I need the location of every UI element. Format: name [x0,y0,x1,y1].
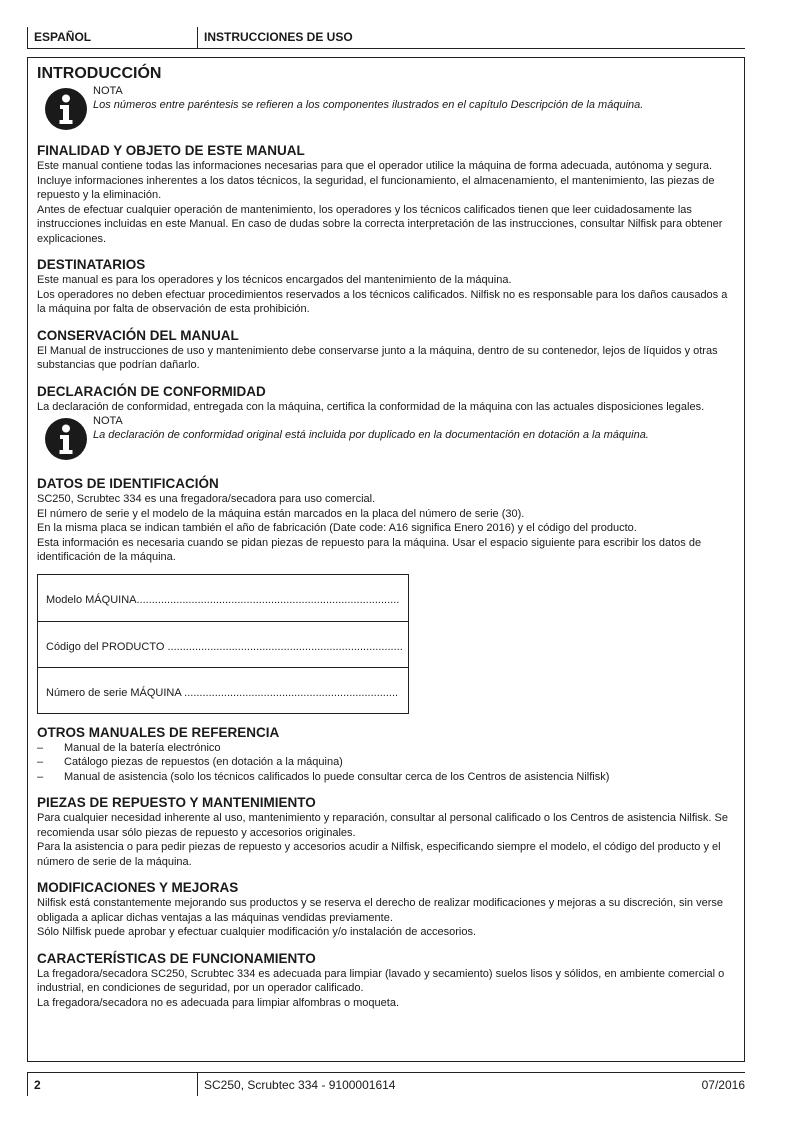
paragraph: Para cualquier necesidad inherente al uso, mantenimiento y reparación, consultar al personal calificado o los Centros de asistencia Nilfisk. Se recomienda usar sólo piezas de repuesto y accesorios originales. [37,812,728,839]
note-text: Los números entre paréntesis se refieren a los componentes ilustrados en el capítulo Descripción de la máquina. [93,99,644,111]
section-finalidad [37,143,735,246]
page-number: 2 [27,1073,197,1096]
paragraph: La declaración de conformidad, entregada con la máquina, certifica la conformidad de la máquina con las actuales disposiciones legales. [37,400,705,413]
section-heading: DESTINATARIOS [37,257,146,272]
list-item [37,755,735,770]
section-heading: CARACTERÍSTICAS DE FUNCIONAMIENTO [37,950,316,966]
paragraph: El Manual de instrucciones de uso y mantenimiento debe conservarse junto a la máquina, dentro de su contenedor, lejos de líquidos y otras substancias que podrían dañarlo. [37,344,718,371]
section-introduccion [37,64,735,132]
list-item [37,741,735,756]
paragraph: Este manual contiene todas las informaciones necesarias para que el operador utilice la máquina de forma adecuada, autónoma y segura. Incluye informaciones inherentes a los datos técnicos, la seguridad, el funcionamiento, el almacenamiento, el mantenimiento, las piezas de repuesto y la eliminación. [37,160,715,201]
note-text: La declaración de conformidad original está incluida por duplicado en la documentación en dotación a la máquina. [93,429,649,441]
section-heading: MODIFICACIONES Y MEJORAS [37,880,239,895]
dash-bullet: – [37,741,44,754]
section-otros-manuales [37,725,735,785]
page-header [27,27,745,49]
info-icon [44,87,88,131]
header-title: INSTRUCCIONES DE USO [197,27,353,49]
page-footer [27,1072,745,1095]
list-item-text: Manual de asistencia (solo los técnicos calificados lo puede consultar cerca de los Centros de asistencia Nilfisk) [64,770,610,783]
document-reference: SC250, Scrubtec 334 - 9100001614 [197,1073,395,1096]
paragraph: Este manual es para los operadores y los técnicos encargados del mantenimiento de la máquina. [37,274,512,286]
paragraph: El número de serie y el modelo de la máquina están marcados en la placa del número de serie (30). [37,507,525,520]
paragraph: Los operadores no deben efectuar procedimientos reservados a los técnicos calificados. Nilfisk no es responsable para los daños causados a la máquina por falta de observación de esta prohibición. [37,288,728,315]
section-heading: INTRODUCCIÓN [37,65,162,82]
id-row-serial-number[interactable]: Número de serie MÁQUINA ...................................................................... [38,667,408,713]
manuals-list [37,741,735,785]
note-label: NOTA [93,415,123,427]
document-date: 07/2016 [701,1078,745,1092]
id-row-product-code[interactable]: Código del PRODUCTO ............................................................................. [38,621,408,667]
paragraph: En la misma placa se indican también el año de fabricación (Date code: A16 significa Enero 2016) y el código del producto. [37,522,637,534]
note-box [37,414,735,462]
paragraph: SC250, Scrubtec 334 es una fregadora/secadora para uso comercial. [37,493,376,505]
list-item-text: Catálogo piezas de repuestos (en dotación a la máquina) [64,756,343,768]
paragraph: Esta información es necesaria cuando se pidan piezas de repuesto para la máquina. Usar el espacio siguiente para escribir los datos de identificación de la máquina. [37,536,702,563]
info-icon [44,417,88,461]
section-heading: DATOS DE IDENTIFICACIÓN [37,476,219,491]
section-heading: DECLARACIÓN DE CONFORMIDAD [37,383,266,399]
list-item-text: Manual de la batería electrónico [64,741,221,754]
section-modificaciones [37,880,735,940]
dash-bullet: – [37,756,44,768]
section-identificacion [37,476,735,714]
note-box [37,84,735,132]
section-piezas-repuesto [37,795,735,869]
section-destinatarios [37,257,735,317]
paragraph: Para la asistencia o para pedir piezas de repuesto y accesorios acudir a Nilfisk, especificando siempre el modelo, el código del producto y el número de serie de la máquina. [37,841,721,868]
section-conformidad [37,384,735,463]
section-caracteristicas [37,951,735,1011]
section-heading: CONSERVACIÓN DEL MANUAL [37,327,239,343]
section-heading: PIEZAS DE REPUESTO Y MANTENIMIENTO [37,795,316,810]
section-heading: FINALIDAD Y OBJETO DE ESTE MANUAL [37,143,305,158]
paragraph: La fregadora/secadora SC250, Scrubtec 334 es adecuada para limpiar (lavado y secamiento) suelos lisos y sólidos, en ambiente comercial o industrial, en condiciones de seguridad, por un operador calificado. [37,967,725,994]
list-item [37,770,735,785]
section-heading: OTROS MANUALES DE REFERENCIA [37,724,280,740]
paragraph: Nilfisk está constantemente mejorando sus productos y se reserva el derecho de realizar modificaciones y mejoras a su discreción, sin verse obligada a aplicar dichas ventajas a las máquinas vendidas previamente. [37,897,723,924]
paragraph: Sólo Nilfisk puede aprobar y efectuar cualquier modificación y/o instalación de accesorios. [37,926,477,938]
page-content [37,64,735,1010]
section-conservacion [37,328,735,373]
note-label: NOTA [93,85,123,97]
id-row-model[interactable]: Modelo MÁQUINA...................................................................................... [46,593,400,606]
identification-table [37,574,409,714]
dash-bullet: – [37,770,44,783]
paragraph: La fregadora/secadora no es adecuada para limpiar alfombras o moqueta. [37,996,400,1009]
paragraph: Antes de efectuar cualquier operación de mantenimiento, los operadores y los técnicos calificados tienen que leer cuidadosamente las instrucciones incluidas en este Manual. En caso de dudas sobre la correcta interpretación de las instrucciones, consultar Nilfisk para obtener explicaciones. [37,203,723,245]
header-language: ESPAÑOL [27,27,197,49]
